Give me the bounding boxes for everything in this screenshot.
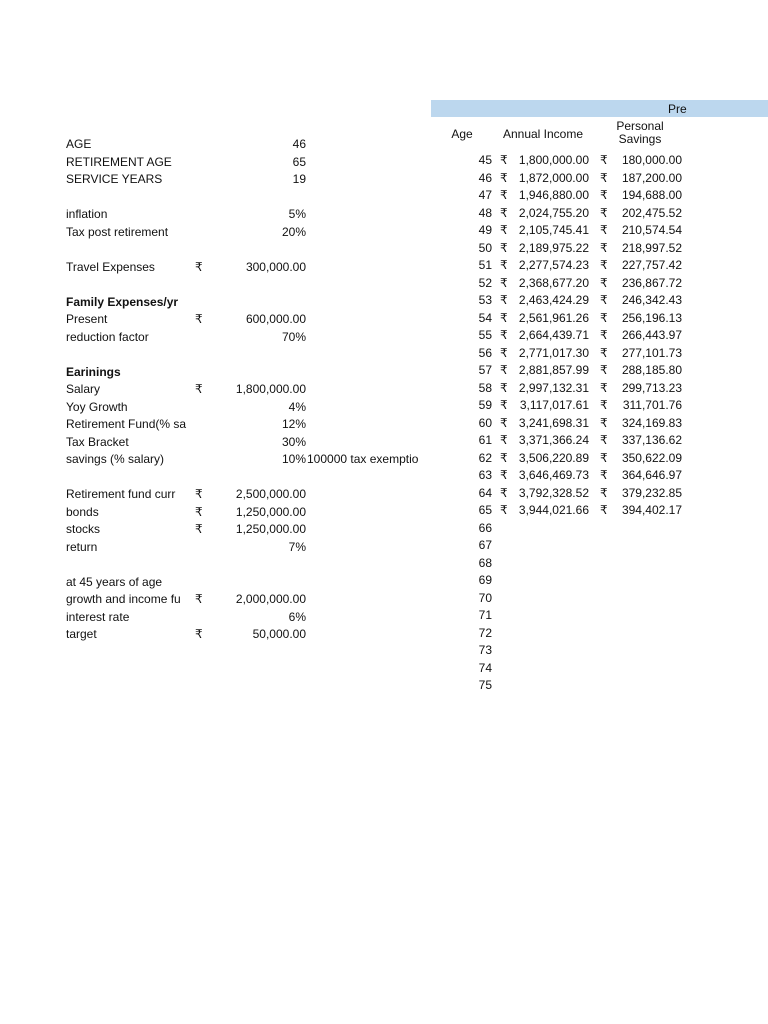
currency-symbol: ₹: [500, 275, 508, 290]
currency-symbol: ₹: [600, 328, 608, 342]
section-heading: Family Expenses/yr: [66, 294, 179, 309]
currency-symbol: ₹: [600, 310, 608, 325]
age-cell: 62: [478, 450, 492, 465]
param-value: 65: [292, 154, 306, 169]
column-header-annual-income[interactable]: Annual Income: [502, 127, 584, 141]
currency-symbol: ₹: [500, 450, 508, 465]
param-row-stocks[interactable]: [66, 521, 436, 539]
param-row-present[interactable]: [66, 311, 436, 329]
table-row[interactable]: [460, 607, 768, 625]
table-row[interactable]: [460, 310, 768, 328]
param-value: 7%: [288, 539, 306, 554]
param-row-age[interactable]: [66, 136, 436, 154]
param-row-interest-rate[interactable]: [66, 609, 436, 627]
annual-income-cell: 2,105,745.41: [518, 223, 589, 237]
table-row[interactable]: [460, 537, 768, 555]
banner-label: Pre: [668, 102, 687, 116]
table-row[interactable]: [460, 450, 768, 468]
age-cell: 59: [478, 398, 492, 412]
currency-symbol: ₹: [600, 468, 608, 482]
currency-symbol: ₹: [600, 153, 608, 167]
param-value: 12%: [281, 417, 306, 431]
table-row[interactable]: [460, 345, 768, 363]
currency-symbol: ₹: [600, 433, 608, 447]
personal-savings-cell: 324,169.83: [621, 415, 682, 430]
table-row[interactable]: [460, 502, 768, 520]
annual-income-cell: 3,371,366.24: [518, 433, 589, 447]
param-label: stocks: [66, 522, 101, 536]
currency-symbol: ₹: [500, 468, 508, 482]
age-cell: 70: [478, 590, 492, 605]
table-row[interactable]: [460, 625, 768, 643]
param-label: SERVICE YEARS: [66, 172, 163, 186]
empty-row[interactable]: [66, 556, 436, 574]
param-row-yoy-growth[interactable]: [66, 399, 436, 417]
age-cell: 48: [478, 205, 492, 220]
param-value: 50,000.00: [252, 627, 306, 641]
param-label: reduction factor: [66, 329, 149, 344]
annual-income-cell: 3,646,469.73: [518, 468, 589, 482]
header-line: Savings: [618, 132, 662, 146]
param-label: return: [66, 539, 98, 554]
currency-symbol: ₹: [600, 380, 608, 395]
currency-symbol: ₹: [195, 592, 203, 606]
param-row-family-expenses-heading[interactable]: [66, 294, 436, 312]
currency-symbol: ₹: [600, 240, 608, 255]
age-cell: 73: [478, 643, 492, 657]
column-header-age[interactable]: Age: [451, 127, 473, 141]
currency-symbol: ₹: [195, 382, 203, 396]
currency-symbol: ₹: [500, 188, 508, 202]
personal-savings-cell: 350,622.09: [621, 450, 682, 465]
param-value: 1,250,000.00: [235, 504, 306, 519]
annual-income-cell: 2,189,975.22: [518, 240, 589, 255]
currency-symbol: ₹: [500, 153, 508, 167]
personal-savings-cell: 236,867.72: [621, 275, 682, 290]
age-cell: 75: [478, 678, 492, 692]
param-label: Present: [66, 312, 108, 326]
age-cell: 72: [478, 625, 492, 640]
currency-symbol: ₹: [195, 487, 203, 501]
annual-income-cell: 2,881,857.99: [518, 363, 589, 377]
column-header-personal-savings[interactable]: [610, 120, 670, 146]
table-row[interactable]: [460, 275, 768, 293]
personal-savings-cell: 311,701.76: [622, 398, 682, 412]
currency-symbol: ₹: [600, 170, 608, 185]
age-cell: 69: [478, 573, 492, 587]
param-row-retirement-fund-current[interactable]: [66, 486, 436, 504]
param-label: savings (% salary): [66, 452, 165, 466]
currency-symbol: ₹: [600, 258, 608, 272]
currency-symbol: ₹: [195, 627, 203, 641]
table-row[interactable]: [460, 432, 768, 450]
annual-income-cell: 2,997,132.31: [518, 380, 589, 395]
age-cell: 46: [478, 170, 492, 185]
projection-banner[interactable]: [431, 100, 768, 117]
param-value: 10%: [281, 452, 306, 466]
annual-income-cell: 3,117,017.61: [519, 398, 589, 412]
parameters-block: [66, 136, 436, 644]
param-row-tax-post-retirement[interactable]: [66, 224, 436, 242]
personal-savings-cell: 394,402.17: [621, 503, 682, 517]
currency-symbol: ₹: [195, 312, 203, 326]
table-row[interactable]: [460, 152, 768, 170]
param-value: 46: [292, 137, 306, 151]
age-cell: 67: [478, 538, 492, 552]
age-cell: 68: [478, 555, 492, 570]
empty-row[interactable]: [66, 276, 436, 294]
personal-savings-cell: 299,713.23: [621, 380, 682, 395]
currency-symbol: ₹: [500, 205, 508, 220]
table-row[interactable]: [460, 397, 768, 415]
age-cell: 66: [478, 520, 492, 535]
table-row[interactable]: [460, 677, 768, 695]
currency-symbol: ₹: [600, 275, 608, 290]
table-row[interactable]: [460, 257, 768, 275]
empty-row[interactable]: [66, 241, 436, 259]
param-value: 1,250,000.00: [235, 522, 306, 536]
table-row[interactable]: [460, 572, 768, 590]
currency-symbol: ₹: [500, 433, 508, 447]
annual-income-cell: 2,664,439.71: [518, 328, 589, 342]
annual-income-cell: 3,506,220.89: [518, 450, 589, 465]
currency-symbol: ₹: [600, 398, 608, 412]
param-value: 5%: [288, 207, 306, 221]
currency-symbol: ₹: [500, 503, 508, 517]
personal-savings-cell: 194,688.00: [621, 188, 682, 202]
currency-symbol: ₹: [500, 240, 508, 255]
param-row-savings-pct[interactable]: [66, 451, 436, 469]
personal-savings-cell: 210,574.54: [621, 223, 682, 237]
currency-symbol: ₹: [500, 328, 508, 342]
currency-symbol: ₹: [600, 345, 608, 360]
age-cell: 53: [478, 293, 492, 307]
currency-symbol: ₹: [600, 188, 608, 202]
table-row[interactable]: [460, 590, 768, 608]
table-row[interactable]: [460, 660, 768, 678]
param-value: 600,000.00: [245, 312, 306, 326]
param-row-inflation[interactable]: [66, 206, 436, 224]
age-cell: 54: [478, 310, 492, 325]
table-row[interactable]: [460, 222, 768, 240]
param-row-bonds[interactable]: [66, 504, 436, 522]
param-label: Retirement Fund(% sa: [66, 417, 187, 431]
currency-symbol: ₹: [500, 258, 508, 272]
param-label: interest rate: [66, 609, 130, 624]
age-cell: 63: [478, 468, 492, 482]
currency-symbol: ₹: [500, 223, 508, 237]
currency-symbol: ₹: [600, 415, 608, 430]
age-cell: 65: [478, 503, 492, 517]
personal-savings-cell: 277,101.73: [621, 345, 682, 360]
age-cell: 64: [478, 485, 492, 500]
age-cell: 45: [478, 153, 492, 167]
param-value: 1,800,000.00: [235, 382, 306, 396]
table-row[interactable]: [460, 485, 768, 503]
param-row-target[interactable]: [66, 626, 436, 644]
table-row[interactable]: [460, 205, 768, 223]
param-label: Salary: [66, 382, 101, 396]
annual-income-cell: 2,277,574.23: [518, 258, 589, 272]
table-row[interactable]: [460, 642, 768, 660]
param-value: 2,500,000.00: [235, 487, 306, 501]
personal-savings-cell: 364,646.97: [621, 468, 682, 482]
personal-savings-cell: 256,196.13: [621, 310, 682, 325]
table-row[interactable]: [460, 187, 768, 205]
param-value: 70%: [281, 329, 306, 344]
annual-income-cell: 3,241,698.31: [518, 415, 589, 430]
annual-income-cell: 2,024,755.20: [518, 205, 589, 220]
personal-savings-cell: 180,000.00: [621, 153, 682, 167]
param-value: 19: [292, 172, 306, 186]
param-label: bonds: [66, 504, 99, 519]
personal-savings-cell: 218,997.52: [621, 240, 682, 255]
table-row[interactable]: [460, 520, 768, 538]
param-label: target: [66, 627, 97, 641]
table-row[interactable]: [460, 415, 768, 433]
personal-savings-cell: 227,757.42: [621, 258, 682, 272]
param-label: Yoy Growth: [66, 399, 128, 414]
currency-symbol: ₹: [500, 398, 508, 412]
param-row-retirement-fund-pct[interactable]: [66, 416, 436, 434]
param-label: Tax Bracket: [66, 434, 129, 449]
param-label: at 45 years of age: [66, 574, 163, 589]
param-value: 30%: [281, 434, 306, 449]
table-row[interactable]: [460, 327, 768, 345]
currency-symbol: ₹: [500, 293, 508, 307]
annual-income-cell: 2,463,424.29: [518, 293, 589, 307]
currency-symbol: ₹: [500, 345, 508, 360]
table-row[interactable]: [460, 362, 768, 380]
currency-symbol: ₹: [600, 503, 608, 517]
personal-savings-cell: 246,342.43: [621, 293, 682, 307]
age-cell: 55: [478, 328, 492, 342]
annual-income-cell: 3,944,021.66: [518, 503, 589, 517]
age-cell: 61: [478, 433, 492, 447]
param-row-service-years[interactable]: [66, 171, 436, 189]
age-cell: 47: [478, 188, 492, 202]
age-cell: 71: [478, 608, 492, 622]
currency-symbol: ₹: [500, 170, 508, 185]
projection-table: [460, 152, 768, 695]
age-cell: 52: [478, 275, 492, 290]
currency-symbol: ₹: [500, 310, 508, 325]
personal-savings-cell: 187,200.00: [621, 170, 682, 185]
param-note: 100000 tax exemptio: [307, 452, 419, 466]
age-cell: 74: [478, 660, 492, 675]
empty-row[interactable]: [66, 469, 436, 487]
table-row[interactable]: [460, 555, 768, 573]
header-line: Personal: [616, 119, 664, 133]
table-row[interactable]: [460, 240, 768, 258]
param-row-earnings-heading[interactable]: [66, 364, 436, 382]
annual-income-cell: 2,771,017.30: [518, 345, 589, 360]
param-label: growth and income fu: [66, 592, 181, 606]
personal-savings-cell: 266,443.97: [621, 328, 682, 342]
param-label: inflation: [66, 207, 108, 221]
age-cell: 51: [478, 258, 492, 272]
annual-income-cell: 2,368,677.20: [518, 275, 589, 290]
param-row-growth-income-fund[interactable]: [66, 591, 436, 609]
param-label: RETIREMENT AGE: [66, 154, 172, 169]
param-label: Travel Expenses: [66, 259, 155, 274]
currency-symbol: ₹: [500, 485, 508, 500]
personal-savings-cell: 379,232.85: [621, 485, 682, 500]
param-row-at-45[interactable]: [66, 574, 436, 592]
empty-row[interactable]: [66, 346, 436, 364]
empty-row[interactable]: [66, 189, 436, 207]
currency-symbol: ₹: [600, 450, 608, 465]
table-row[interactable]: [460, 292, 768, 310]
currency-symbol: ₹: [600, 363, 608, 377]
section-heading: Earinings: [66, 364, 121, 379]
annual-income-cell: 1,872,000.00: [518, 170, 589, 185]
currency-symbol: ₹: [600, 293, 608, 307]
personal-savings-cell: 288,185.80: [621, 363, 682, 377]
table-row[interactable]: [460, 380, 768, 398]
param-row-retirement-age[interactable]: [66, 154, 436, 172]
personal-savings-cell: 337,136.62: [621, 433, 682, 447]
age-cell: 60: [478, 415, 492, 430]
personal-savings-cell: 202,475.52: [621, 205, 682, 220]
currency-symbol: ₹: [600, 223, 608, 237]
param-row-salary[interactable]: [66, 381, 436, 399]
param-label: Retirement fund curr: [66, 487, 176, 501]
annual-income-cell: 3,792,328.52: [518, 485, 589, 500]
currency-symbol: ₹: [195, 504, 203, 519]
currency-symbol: ₹: [500, 415, 508, 430]
param-row-return[interactable]: [66, 539, 436, 557]
currency-symbol: ₹: [500, 380, 508, 395]
param-row-reduction-factor[interactable]: [66, 329, 436, 347]
currency-symbol: ₹: [195, 522, 203, 536]
table-row[interactable]: [460, 170, 768, 188]
annual-income-cell: 1,946,880.00: [518, 188, 589, 202]
annual-income-cell: 2,561,961.26: [518, 310, 589, 325]
age-cell: 50: [478, 240, 492, 255]
currency-symbol: ₹: [500, 363, 508, 377]
age-cell: 57: [478, 363, 492, 377]
param-value: 300,000.00: [245, 259, 306, 274]
table-row[interactable]: [460, 467, 768, 485]
age-cell: 56: [478, 345, 492, 360]
age-cell: 58: [478, 380, 492, 395]
param-label: AGE: [66, 137, 92, 151]
currency-symbol: ₹: [600, 205, 608, 220]
param-row-travel-expenses[interactable]: [66, 259, 436, 277]
age-cell: 49: [478, 223, 492, 237]
param-value: 6%: [288, 609, 306, 624]
param-row-tax-bracket[interactable]: [66, 434, 436, 452]
param-value: 20%: [281, 224, 306, 239]
currency-symbol: ₹: [600, 485, 608, 500]
param-value: 2,000,000.00: [235, 592, 306, 606]
param-value: 4%: [288, 399, 306, 414]
currency-symbol: ₹: [195, 259, 203, 274]
annual-income-cell: 1,800,000.00: [518, 153, 589, 167]
param-label: Tax post retirement: [66, 224, 169, 239]
